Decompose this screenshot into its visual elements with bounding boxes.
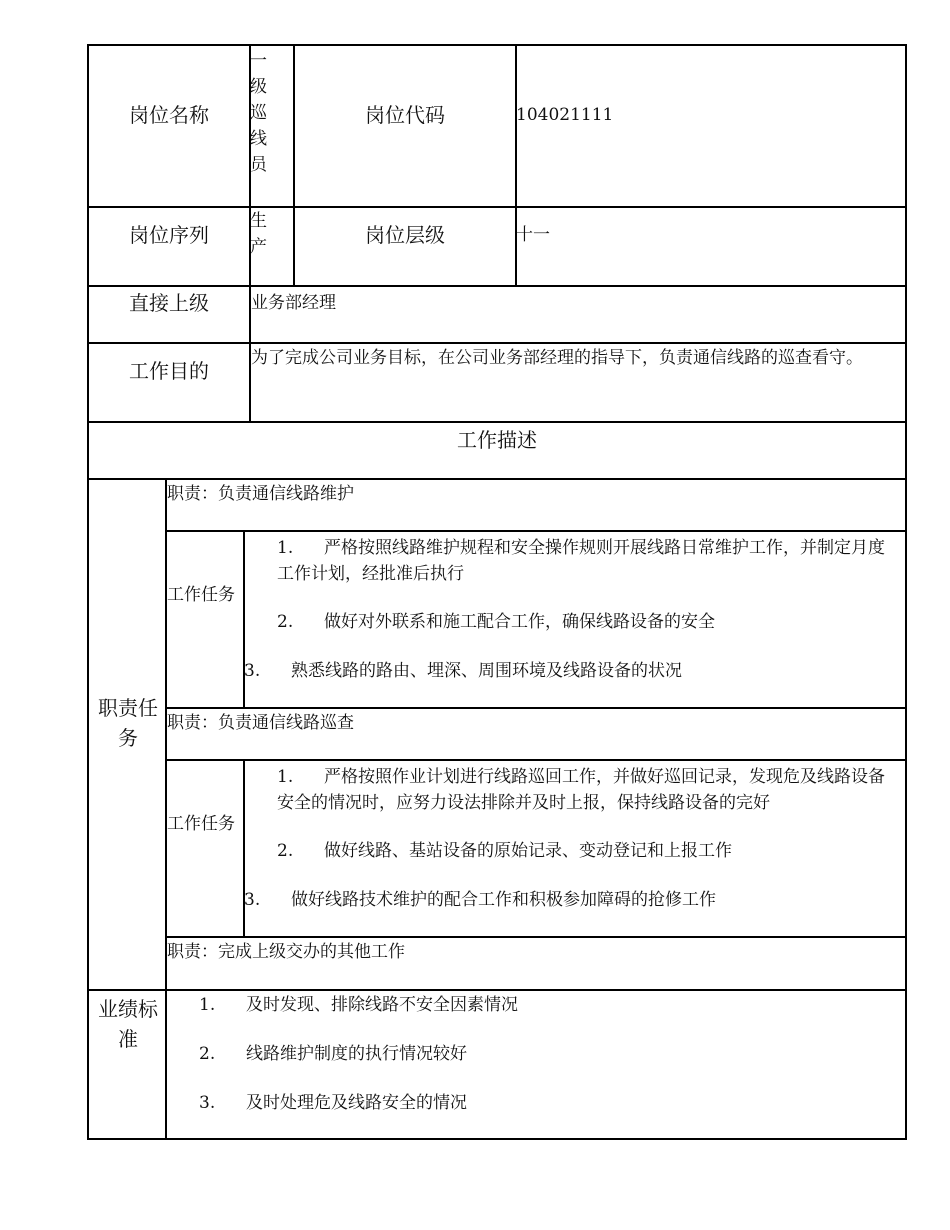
work-description-title: 工作描述 [457,428,537,452]
row-divider [87,478,907,480]
duties-label: 职责任务 [98,696,158,750]
tasks-label: 工作任务 [167,814,235,834]
post-code-label: 岗位代码 [365,103,445,127]
post-name-value: 一级巡线员 [250,51,267,175]
post-series-value: 生产 [250,211,267,257]
purpose-value: 为了完成公司业务目标，在公司业务部经理的指导下，负责通信线路的巡查看守。 [251,348,863,368]
row-divider [165,759,907,761]
tasks-label: 工作任务 [167,585,235,605]
performance-number: 1. [199,995,216,1015]
performance-label: 业绩标准 [98,997,158,1051]
row-divider [87,989,907,991]
performance-item: 线路维护制度的执行情况较好 [246,1044,467,1064]
performance-number: 2. [199,1044,216,1064]
post-code-value: 104021111 [516,105,614,125]
row-divider [87,342,907,344]
post-level-label: 岗位层级 [365,223,445,247]
table-border-top [87,44,907,46]
row-divider [165,530,907,532]
task-number: 1. [277,767,294,787]
superior-label: 直接上级 [129,291,209,315]
row-divider [165,707,907,709]
row-divider [87,421,907,423]
table-border-bottom [87,1138,907,1140]
task-text: 严格按照作业计划进行线路巡回工作，并做好巡回记录，发现危及线路设备安全的情况时，应努力设法排除并及时上报，保持线路设备的完好 [277,767,885,813]
post-series-label: 岗位序列 [129,223,209,247]
task-number: 3. [244,890,261,910]
row-divider [87,206,907,208]
duty-title: 职责：负责通信线路巡查 [167,713,354,733]
performance-number: 3. [199,1093,216,1113]
task-number: 1. [277,538,294,558]
performance-item: 及时处理危及线路安全的情况 [246,1093,467,1113]
task-number: 2. [277,841,294,861]
task-number: 2. [277,612,294,632]
task-text: 熟悉线路的路由、埋深、周围环境及线路设备的状况 [291,661,682,681]
task-text: 做好线路技术维护的配合工作和积极参加障碍的抢修工作 [291,890,716,910]
superior-value: 业务部经理 [251,293,336,313]
post-name-label: 岗位名称 [129,103,209,127]
task-text: 做好线路、基站设备的原始记录、变动登记和上报工作 [324,841,732,861]
row-divider [165,936,907,938]
col-divider [293,44,295,287]
duty-title: 职责：完成上级交办的其他工作 [167,942,405,962]
duty-title: 职责：负责通信线路维护 [167,484,354,504]
table-border-left [87,44,89,1140]
row-divider [87,285,907,287]
performance-item: 及时发现、排除线路不安全因素情况 [246,995,518,1015]
task-number: 3. [244,661,261,681]
post-level-value: 十一 [516,225,550,245]
table-border-right [905,44,907,1140]
task-text: 做好对外联系和施工配合工作，确保线路设备的安全 [324,612,715,632]
col-divider [515,44,517,287]
task-text: 严格按照线路维护规程和安全操作规则开展线路日常维护工作，并制定月度工作计划，经批准后执行 [277,538,885,584]
purpose-label: 工作目的 [129,359,209,383]
col-divider [165,478,167,1140]
